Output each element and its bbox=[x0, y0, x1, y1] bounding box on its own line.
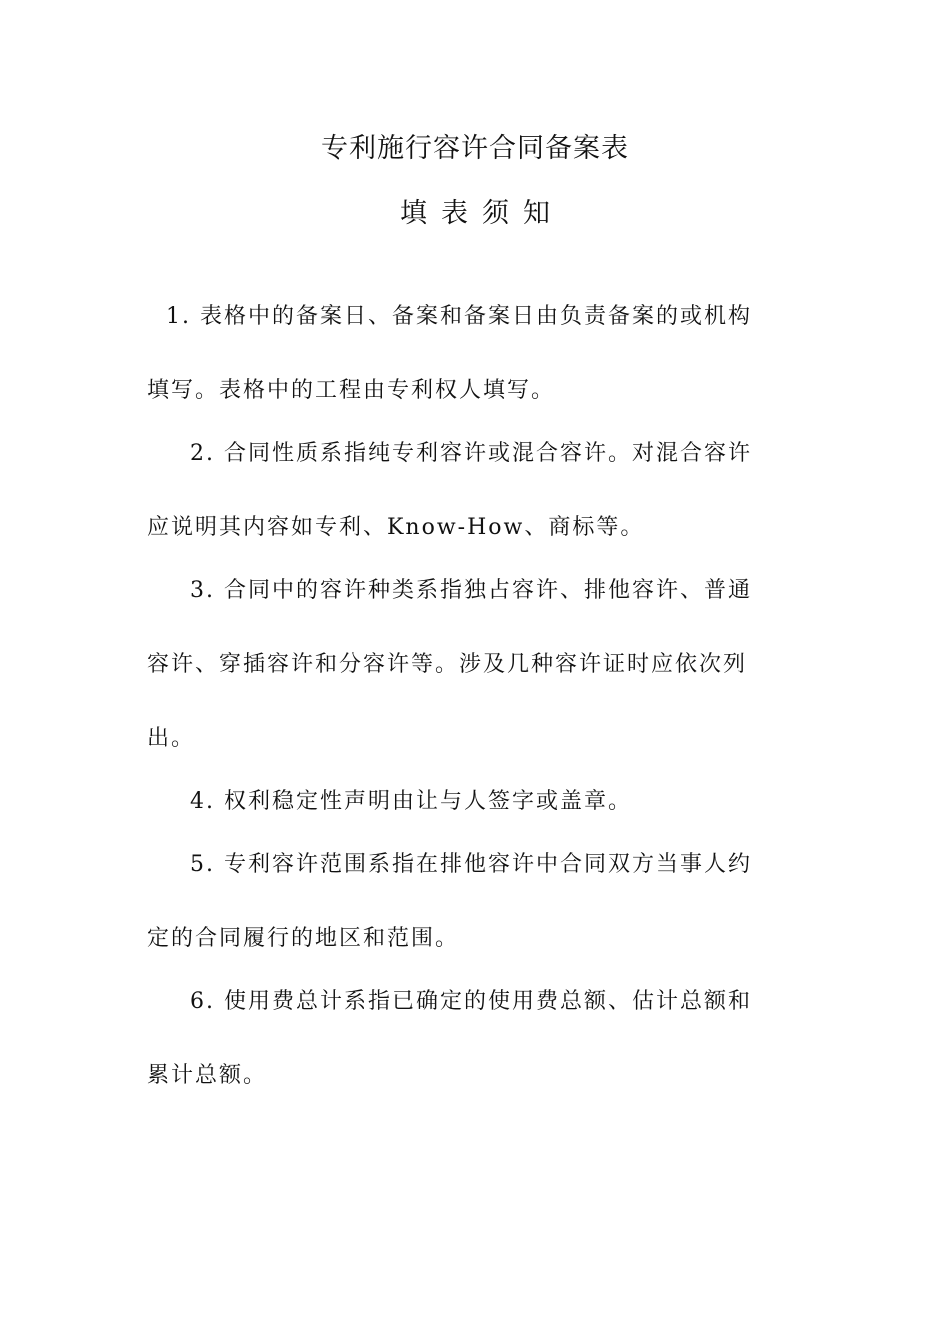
instruction-5-line-2: 定的合同履行的地区和范围。 bbox=[147, 926, 460, 951]
page-subtitle: 填表须知 bbox=[400, 198, 564, 229]
instruction-1-line-2: 填写。表格中的工程由专利权人填写。 bbox=[147, 378, 556, 403]
instruction-2-line-2: 应说明其内容如专利、Know-How、商标等。 bbox=[147, 515, 645, 540]
instruction-1-line-1: 1. 表格中的备案日、备案和备案日由负责备案的或机构 bbox=[166, 304, 752, 329]
instruction-6-line-2: 累计总额。 bbox=[147, 1063, 268, 1088]
instruction-2-line-1: 2. 合同性质系指纯专利容许或混合容许。对混合容许 bbox=[190, 441, 752, 466]
page-title: 专利施行容许合同备案表 bbox=[321, 133, 629, 164]
instruction-5-line-1: 5. 专利容许范围系指在排他容许中合同双方当事人约 bbox=[190, 852, 752, 877]
instruction-3-line-2: 容许、穿插容许和分容许等。涉及几种容许证时应依次列 bbox=[147, 652, 748, 677]
instruction-4-line-1: 4. 权利稳定性声明由让与人签字或盖章。 bbox=[190, 789, 632, 814]
instruction-6-line-1: 6. 使用费总计系指已确定的使用费总额、估计总额和 bbox=[190, 989, 752, 1014]
instruction-3-line-1: 3. 合同中的容许种类系指独占容许、排他容许、普通 bbox=[190, 578, 752, 603]
instruction-3-line-3: 出。 bbox=[147, 726, 196, 751]
